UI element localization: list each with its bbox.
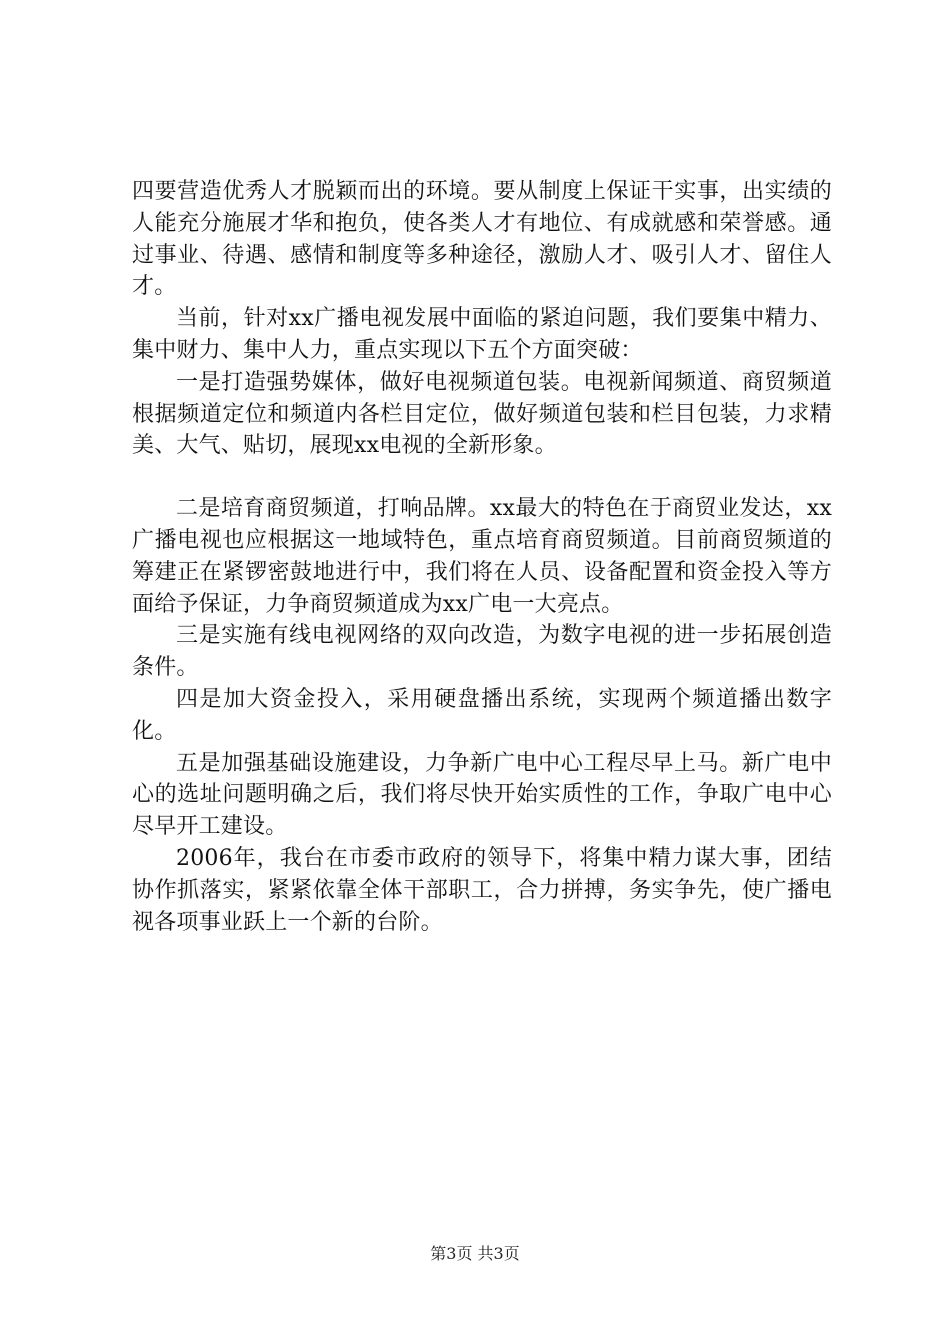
paragraph-current-breakthroughs: 当前，针对xx广播电视发展中面临的紧迫问题，我们要集中精力、集中财力、集中人力，重点实现以下五个方面突破： — [132, 306, 832, 363]
paragraph-point-five: 五是加强基础设施建设，力争新广电中心工程尽早上马。新广电中心的选址问题明确之后，我们将尽快开始实质性的工作，争取广电中心尽早开工建设。 — [132, 750, 832, 840]
paragraph-point-one: 一是打造强势媒体，做好电视频道包装。电视新闻频道、商贸频道根据频道定位和频道内各栏目定位，做好频道包装和栏目包装，力求精美、大气、贴切，展现xx电视的全新形象。 — [132, 369, 832, 459]
paragraph-point-four: 四是加大资金投入，采用硬盘播出系统，实现两个频道播出数字化。 — [132, 686, 832, 744]
paragraph-point-two: 二是培育商贸频道，打响品牌。xx最大的特色在于商贸业发达，xx广播电视也应根据这一地域特色，重点培育商贸频道。目前商贸频道的筹建正在紧锣密鼓地进行中，我们将在人员、设备配置和资金投入等方面给予保证，力争商贸频道成为xx广电一大亮点。 — [132, 496, 832, 617]
paragraph-conclusion: 2006年，我台在市委市政府的领导下，将集中精力谋大事，团结协作抓落实，紧紧依靠全体干部职工，合力拼搏，务实争先，使广播电视各项事业跃上一个新的台阶。 — [132, 845, 832, 935]
body-text — [132, 176, 832, 938]
page-footer: 第3页 共3页 — [430, 1244, 520, 1263]
paragraph-talent-environment: 四要营造优秀人才脱颖而出的环境。要从制度上保证干实事，出实绩的人能充分施展才华和抱负，使各类人才有地位、有成就感和荣誉感。通过事业、待遇、感情和制度等多种途径，激励人才、吸引人才、留住人才。 — [132, 179, 832, 300]
paragraph-point-three: 三是实施有线电视网络的双向改造，为数字电视的进一步拓展创造条件。 — [132, 623, 832, 681]
